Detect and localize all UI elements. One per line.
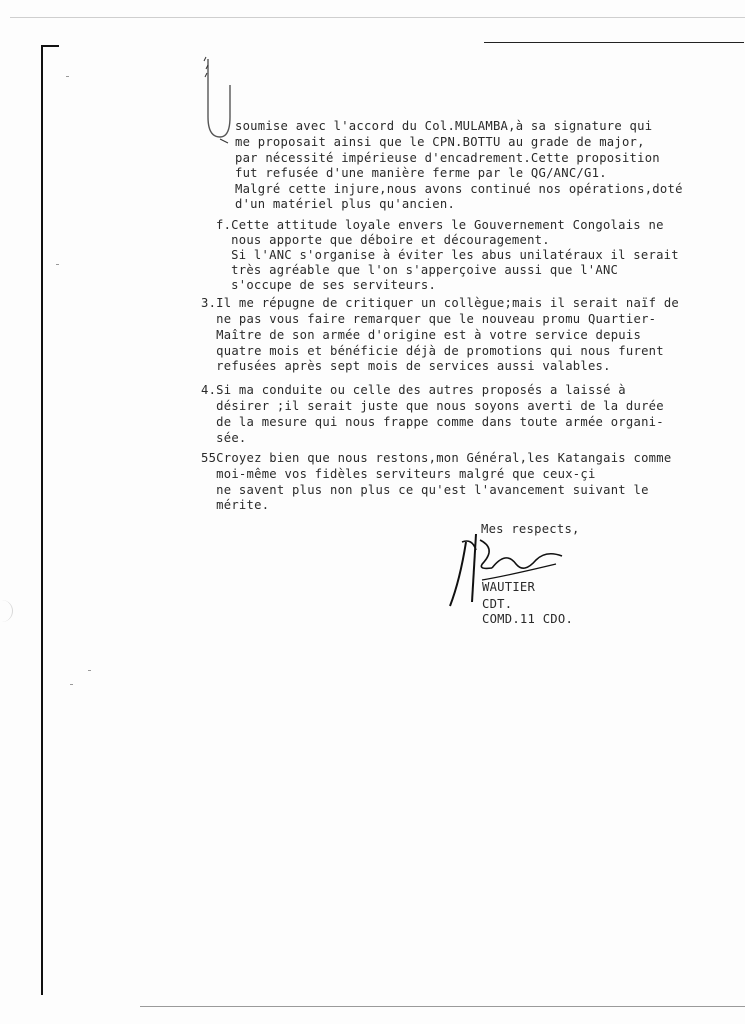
closing-salutation: Mes respects, (481, 522, 580, 536)
text-line: me proposait ainsi que le CPN.BOTTU au grade de major, (235, 135, 645, 149)
paperclip-imprint-icon (200, 55, 234, 145)
text-line: f.Cette attitude loyale envers le Gouvernement Congolais ne (216, 218, 664, 232)
signatory-rank: CDT. (482, 597, 513, 611)
paragraph-intro (0, 47, 683, 211)
text-line: mérite. (201, 498, 270, 512)
signatory-name: WAUTIER (482, 580, 536, 594)
text-line: de la mesure qui nous frappe comme dans toute armée organi- (201, 415, 664, 429)
text-line: 55Croyez bien que nous restons,mon Général,les Katangais comme (201, 451, 672, 465)
text-line: Malgré cette injure,nous avons continué nos opérations,doté (235, 182, 683, 196)
text-line: très agréable que l'on s'apperçoive aussi que l'ANC (216, 263, 619, 277)
text-line: Si l'ANC s'organise à éviter les abus unilatéraux il serait (216, 248, 679, 262)
signatory-command: COMD.11 CDO. (482, 612, 574, 626)
scan-speck (88, 670, 91, 671)
scan-top-edge (10, 17, 745, 18)
text-line: refusées après sept mois de services aussi valables. (201, 359, 611, 373)
scan-speck (56, 264, 59, 265)
scan-right-edge (484, 42, 744, 43)
text-line: par nécessité impérieuse d'encadrement.Cette proposition (235, 151, 660, 165)
handwritten-signature (436, 520, 576, 630)
text-line: Maître de son armée d'origine est à votre service depuis (201, 328, 642, 342)
scan-speck (70, 684, 73, 685)
text-line: désirer ;il serait juste que nous soyons averti de la durée (201, 399, 664, 413)
text-line: ne pas vous faire remarquer que le nouveau promu Quartier- (201, 312, 657, 326)
text-line: ne savent plus non plus ce qu'est l'avancement suivant le (201, 483, 649, 497)
text-line: 3.Il me répugne de critiquer un collègue;mais il serait naïf de (201, 296, 680, 310)
text-line: nous apporte que déboire et découragement. (216, 233, 550, 247)
scan-speck (66, 76, 69, 77)
text-line: s'occupe de ses serviteurs. (216, 278, 437, 292)
scan-bottom-edge (140, 1006, 745, 1007)
text-line: quatre mois et bénéficie déjà de promotions qui nous furent (201, 344, 664, 358)
text-line: d'un matériel plus qu'ancien. (235, 197, 456, 211)
text-line: 4.Si ma conduite ou celle des autres proposés a laissé à (201, 383, 626, 397)
text-line: sée. (201, 431, 247, 445)
text-line: fut refusée d'une manière ferme par le QG/ANC/G1. (235, 166, 607, 180)
text-line: moi-même vos fidèles serviteurs malgré que ceux-çi (201, 467, 596, 481)
signature-block (0, 580, 574, 915)
text-line: soumise avec l'accord du Col.MULAMBA,à sa signature qui (235, 119, 653, 133)
